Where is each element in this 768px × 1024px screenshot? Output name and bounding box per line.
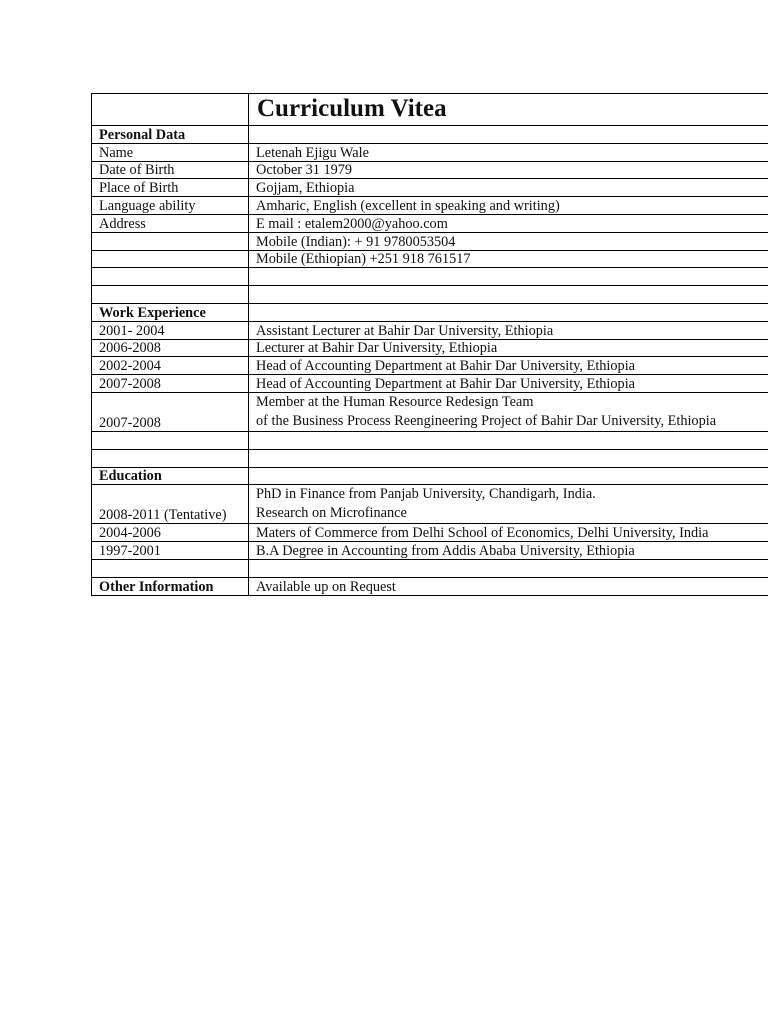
row-label: Address	[92, 214, 249, 232]
row-value	[249, 485, 768, 524]
row-value: Available up on Request	[249, 577, 768, 595]
table-row	[92, 214, 768, 232]
row-value-line: Research on Microfinance	[256, 505, 407, 522]
row-value: Head of Accounting Department at Bahir Dar University, Ethiopia	[249, 375, 768, 393]
row-label: 1997-2001	[92, 542, 249, 560]
table-row	[92, 542, 768, 560]
cv-table	[91, 93, 768, 596]
section-header-personal	[92, 126, 768, 144]
title-label-cell	[92, 94, 249, 126]
row-label: 2001- 2004	[92, 321, 249, 339]
row-label	[92, 250, 249, 268]
section-label-work: Work Experience	[92, 303, 249, 321]
table-row	[92, 339, 768, 357]
row-label: 2007-2008	[92, 375, 249, 393]
row-label: Place of Birth	[92, 179, 249, 197]
row-value	[249, 392, 768, 431]
title-row	[92, 94, 768, 126]
row-label: Language ability	[92, 197, 249, 215]
page-title: Curriculum Vitea	[249, 94, 768, 126]
row-label: Name	[92, 143, 249, 161]
empty-row	[92, 449, 768, 467]
row-label: 2007-2008	[92, 392, 249, 431]
email-value[interactable]: E mail : etalem2000@yahoo.com	[249, 214, 768, 232]
table-row	[92, 250, 768, 268]
empty-row	[92, 286, 768, 304]
row-label: 2004-2006	[92, 524, 249, 542]
empty-row	[92, 431, 768, 449]
row-value: Head of Accounting Department at Bahir Dar University, Ethiopia	[249, 357, 768, 375]
table-row	[92, 375, 768, 393]
empty-row	[92, 559, 768, 577]
row-value-line: Member at the Human Resource Redesign Team	[256, 393, 534, 410]
section-label-other: Other Information	[92, 577, 249, 595]
row-label	[92, 232, 249, 250]
section-header-other	[92, 577, 768, 595]
row-value: Mobile (Indian): + 91 9780053504	[249, 232, 768, 250]
row-value: B.A Degree in Accounting from Addis Ababa University, Ethiopia	[249, 542, 768, 560]
table-row	[92, 232, 768, 250]
row-label: 2002-2004	[92, 357, 249, 375]
table-row	[92, 357, 768, 375]
row-value: Mobile (Ethiopian) +251 918 761517	[249, 250, 768, 268]
table-row	[92, 392, 768, 431]
row-value: Letenah Ejigu Wale	[249, 143, 768, 161]
row-value-line: of the Business Process Reengineering Project of Bahir Dar University, Ethiopia	[256, 412, 717, 429]
section-header-education	[92, 467, 768, 485]
row-value: Gojjam, Ethiopia	[249, 179, 768, 197]
row-value: Amharic, English (excellent in speaking and writing)	[249, 197, 768, 215]
section-header-work	[92, 303, 768, 321]
table-row	[92, 161, 768, 179]
row-label: Date of Birth	[92, 161, 249, 179]
row-value: Maters of Commerce from Delhi School of Economics, Delhi University, India	[249, 524, 768, 542]
table-row	[92, 524, 768, 542]
row-value: Lecturer at Bahir Dar University, Ethiopia	[249, 339, 768, 357]
row-label: 2006-2008	[92, 339, 249, 357]
table-row	[92, 179, 768, 197]
empty-row	[92, 268, 768, 286]
section-label-education: Education	[92, 467, 249, 485]
table-row	[92, 143, 768, 161]
row-value-line: PhD in Finance from Panjab University, Chandigarh, India.	[256, 486, 596, 503]
row-label: 2008-2011 (Tentative)	[92, 485, 249, 524]
row-value: Assistant Lecturer at Bahir Dar University, Ethiopia	[249, 321, 768, 339]
table-row	[92, 197, 768, 215]
table-row	[92, 321, 768, 339]
row-value: October 31 1979	[249, 161, 768, 179]
section-label-personal: Personal Data	[92, 126, 249, 144]
table-row	[92, 485, 768, 524]
